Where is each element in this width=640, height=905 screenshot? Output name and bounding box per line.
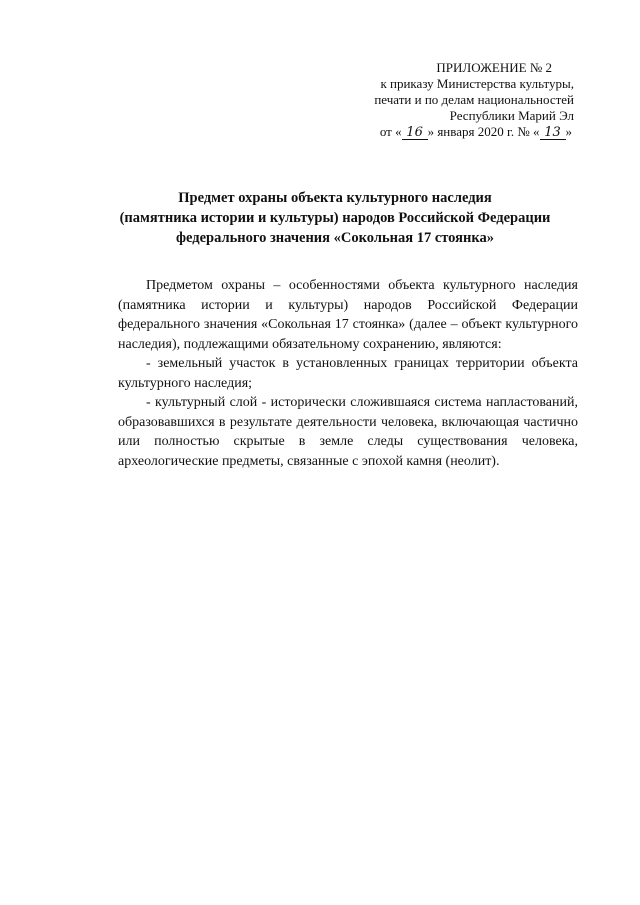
handwritten-date-day: 16 [402, 126, 428, 140]
date-prefix: от « [379, 124, 402, 139]
approval-line-2: печати и по делам национальностей [374, 92, 574, 107]
appendix-number: ПРИЛОЖЕНИЕ № 2 [436, 60, 552, 75]
title-line-3: федерального значения «Сокольная 17 стоянка» [175, 230, 494, 246]
appendix-approval-block [344, 60, 574, 140]
list-item-land-plot: - земельный участок в установленных границах территории объекта культурного наследия; [118, 356, 578, 391]
intro-paragraph: Предметом охраны – особенностями объекта культурного наследия (памятника истории и культуры) народов Российской Федерации федерального значения «Сокольная 17 стоянка» (далее – объект культурного наследия), подлежащими обязательному сохранению, являются: [118, 278, 578, 352]
approval-line-3: Республики Марий Эл [449, 108, 574, 123]
handwritten-order-number: 13 [540, 126, 566, 140]
approval-line-1: к приказу Министерства культуры, [380, 76, 574, 91]
date-middle: » января 2020 г. № « [427, 124, 540, 139]
document-title [100, 188, 570, 248]
title-line-1: Предмет охраны объекта культурного наследия [178, 190, 492, 206]
list-item-cultural-layer: - культурный слой - исторически сложившаяся система напластований, образовавшихся в результате деятельности человека, включающая частично или полностью скрытые в земле следы существования человека, археологические предметы, связанные с эпохой камня (неолит). [118, 395, 578, 469]
order-date-line [344, 124, 574, 140]
date-suffix: » [565, 124, 572, 139]
document-body [118, 276, 578, 471]
title-line-2: (памятника истории и культуры) народов Российской Федерации [119, 210, 551, 226]
